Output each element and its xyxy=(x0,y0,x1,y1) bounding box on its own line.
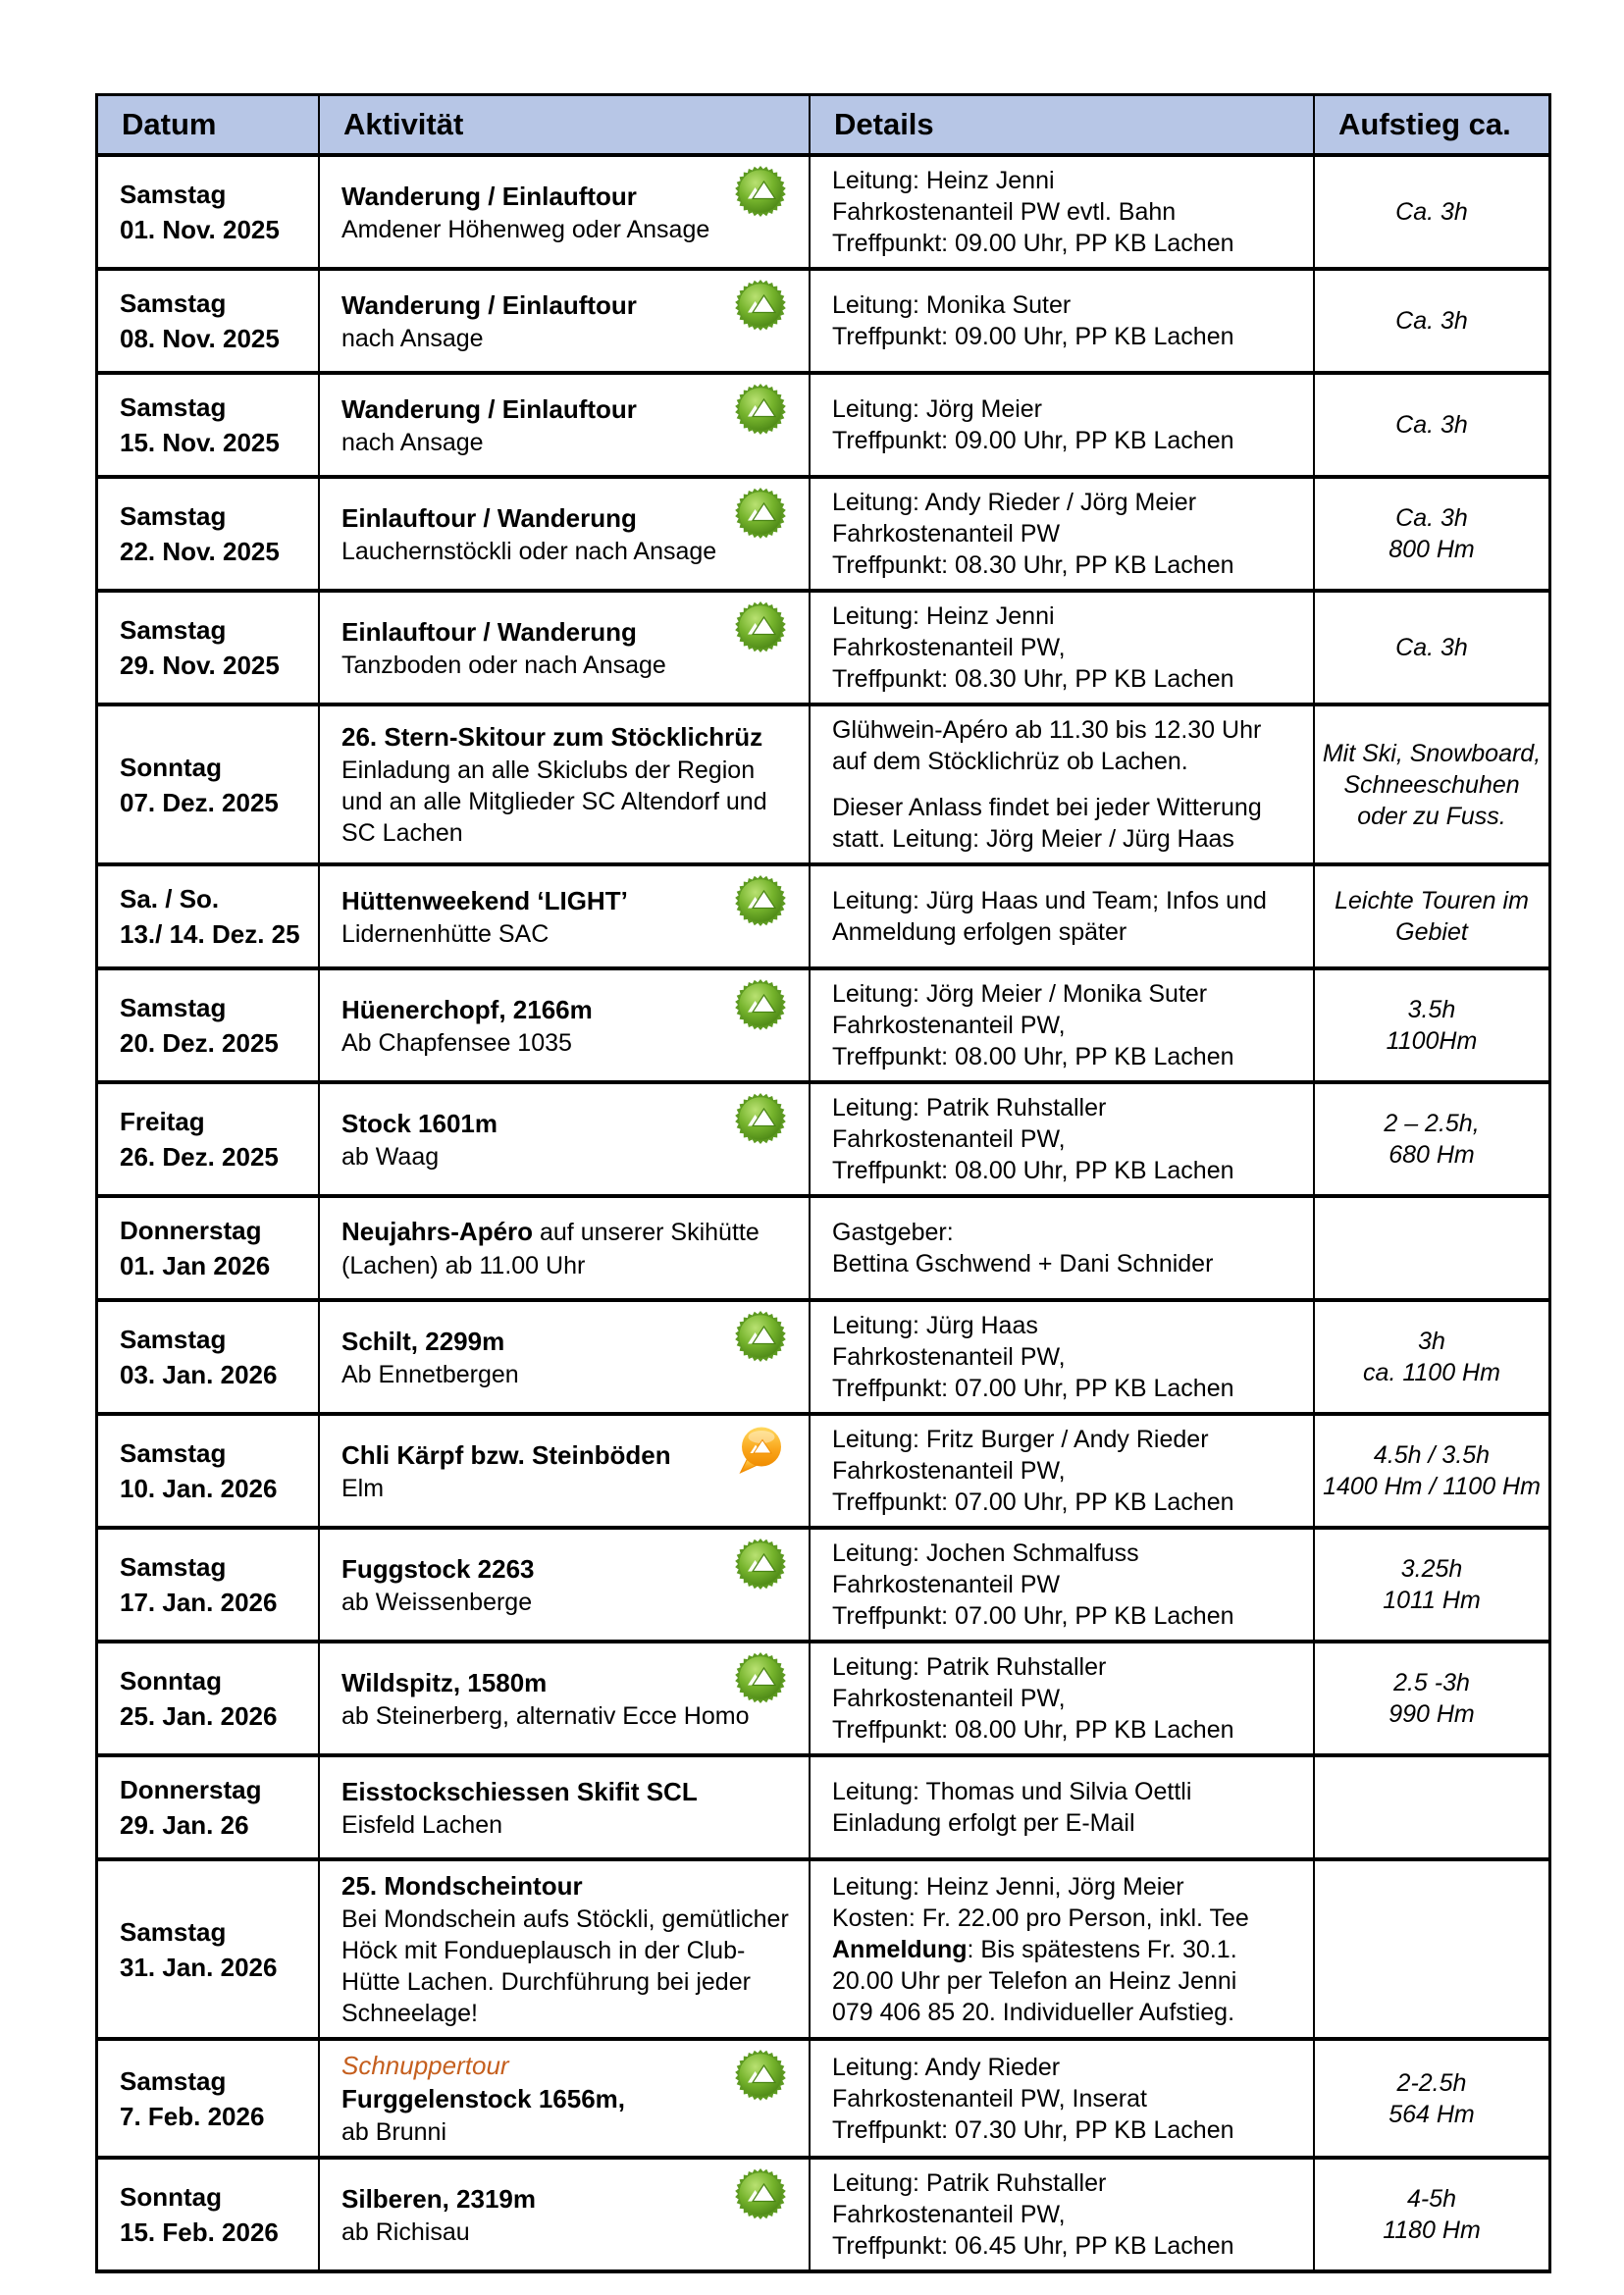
schedule-row xyxy=(98,1194,1548,1298)
schedule-row xyxy=(98,1412,1548,1526)
detail-line: Fahrkostenanteil PW xyxy=(832,1571,1061,1598)
ascent-cell xyxy=(1315,157,1548,267)
activity-text xyxy=(341,180,797,245)
ascent-line: 990 Hm xyxy=(1388,1700,1475,1728)
detail-line: Fahrkostenanteil PW xyxy=(832,520,1061,548)
details-cell xyxy=(811,2041,1315,2156)
schedule-row xyxy=(98,1080,1548,1194)
ascent-cell xyxy=(1315,1757,1548,1857)
activity-title xyxy=(341,615,797,650)
details-cell xyxy=(811,1861,1315,2037)
activity-title-text: Fuggstock 2263 xyxy=(341,1553,535,1584)
activity-title-rest: auf unserer Skihütte (Lachen) ab 11.00 Uhr xyxy=(341,1218,760,1279)
schedule-table xyxy=(95,93,1551,2273)
paragraph-gap xyxy=(832,777,1301,792)
ascent-cell xyxy=(1315,1416,1548,1526)
activity-cell xyxy=(320,1861,811,2037)
detail-line: Treffpunkt: 09.00 Uhr, PP KB Lachen xyxy=(832,427,1234,454)
details-cell xyxy=(811,1416,1315,1526)
date-text: 08. Nov. 2025 xyxy=(120,324,280,353)
date-text: 17. Jan. 2026 xyxy=(120,1588,278,1617)
details-cell xyxy=(811,1757,1315,1857)
details-cell xyxy=(811,1198,1315,1298)
detail-line: Leitung: Jörg Meier xyxy=(832,395,1043,423)
schedule-row xyxy=(98,589,1548,703)
activity-text xyxy=(341,615,797,681)
detail-line: Treffpunkt: 09.00 Uhr, PP KB Lachen xyxy=(832,323,1234,350)
details-cell xyxy=(811,375,1315,475)
activity-title xyxy=(341,501,797,536)
ascent-line: Mit Ski, Snowboard, xyxy=(1322,739,1542,767)
date-cell xyxy=(98,2041,320,2156)
activity-title-text: Furggelenstock 1656m, xyxy=(341,2084,625,2113)
mountain-badge-green-icon xyxy=(734,1651,787,1704)
schedule-row xyxy=(98,475,1548,589)
activity-title-text: Neujahrs-Apéro xyxy=(341,1216,534,1246)
activity-cell xyxy=(320,157,811,267)
detail-line: Glühwein-Apéro ab 11.30 bis 12.30 Uhr auf dem Stöcklichrüz ob Lachen. xyxy=(832,716,1262,775)
activity-title xyxy=(341,288,797,323)
ascent-line: ca. 1100 Hm xyxy=(1363,1359,1500,1386)
mountain-badge-green-icon xyxy=(734,978,787,1031)
date-cell xyxy=(98,1757,320,1857)
activity-subtitle: ab Weissenberge xyxy=(341,1588,533,1616)
date-text: 25. Jan. 2026 xyxy=(120,1701,278,1731)
ascent-line: Ca. 3h xyxy=(1395,411,1468,439)
activity-subtitle: Ab Chapfensee 1035 xyxy=(341,1028,572,1057)
detail-line: Leitung: Heinz Jenni xyxy=(832,167,1055,194)
date-cell xyxy=(98,1530,320,1640)
details-cell xyxy=(811,970,1315,1080)
activity-text xyxy=(341,1775,797,1841)
detail-line: Leitung: Patrik Ruhstaller xyxy=(832,2169,1107,2197)
activity-title-text: Hüttenweekend ‘LIGHT’ xyxy=(341,885,628,915)
activity-text xyxy=(341,501,797,567)
activity-title xyxy=(341,720,797,755)
activity-title-text: Stock 1601m xyxy=(341,1108,498,1138)
detail-line: Leitung: Thomas und Silvia Oettli xyxy=(832,1778,1192,1805)
ascent-line: 1011 Hm xyxy=(1383,1587,1481,1614)
details-cell xyxy=(811,479,1315,589)
detail-line: Treffpunkt: 07.30 Uhr, PP KB Lachen xyxy=(832,2115,1234,2144)
activity-text xyxy=(341,1666,797,1732)
details-cell xyxy=(811,1530,1315,1640)
detail-line: Leitung: Heinz Jenni, Jörg Meier xyxy=(832,1872,1184,1901)
date-cell xyxy=(98,593,320,703)
date-cell xyxy=(98,1643,320,1753)
ascent-line: 3.5h xyxy=(1407,996,1456,1023)
ascent-cell xyxy=(1315,1084,1548,1194)
ascent-line: 564 Hm xyxy=(1388,2100,1475,2128)
activity-title-text: Eisstockschiessen Skifit SCL xyxy=(341,1776,698,1806)
detail-line: Leitung: Andy Rieder xyxy=(832,2053,1061,2081)
ascent-cell xyxy=(1315,706,1548,862)
date-text: Samstag xyxy=(120,501,227,531)
ascent-line: Ca. 3h xyxy=(1395,307,1468,335)
activity-subtitle: ab Waag xyxy=(341,1142,440,1171)
activity-cell xyxy=(320,970,811,1080)
schedule-row xyxy=(98,1857,1548,2037)
mountain-badge-green-icon xyxy=(734,600,787,653)
table-header-row xyxy=(98,96,1548,153)
ascent-cell xyxy=(1315,1643,1548,1753)
activity-text xyxy=(341,720,797,849)
header-details: Details xyxy=(811,96,1315,153)
detail-line: Fahrkostenanteil PW evtl. Bahn xyxy=(832,198,1177,226)
date-text: 15. Nov. 2025 xyxy=(120,428,280,457)
schedule-row xyxy=(98,2037,1548,2156)
date-cell xyxy=(98,866,320,966)
activity-cell xyxy=(320,271,811,371)
detail-line: Treffpunkt: 08.00 Uhr, PP KB Lachen xyxy=(832,1716,1234,1744)
detail-line: Kosten: Fr. 22.00 pro Person, inkl. Tee xyxy=(832,1904,1249,1932)
activity-text xyxy=(341,1215,797,1282)
detail-line: Treffpunkt: 06.45 Uhr, PP KB Lachen xyxy=(832,2232,1234,2260)
header-aufstieg: Aufstieg ca. xyxy=(1338,107,1511,141)
activity-title-text: 26. Stern-Skitour zum Stöcklichrüz xyxy=(341,722,763,752)
date-cell xyxy=(98,706,320,862)
ascent-line: 800 Hm xyxy=(1388,536,1475,563)
ascent-cell xyxy=(1315,479,1548,589)
detail-line: Leitung: Jürg Haas und Team; Infos und Anmeldung erfolgen später xyxy=(832,887,1267,946)
detail-line: Leitung: Patrik Ruhstaller xyxy=(832,1094,1107,1121)
header-datum: Datum xyxy=(98,96,320,153)
activity-subtitle: nach Ansage xyxy=(341,324,484,352)
details-cell xyxy=(811,1084,1315,1194)
detail-line: Dieser Anlass findet bei jeder Witterung statt. Leitung: Jörg Meier / Jürg Haas xyxy=(832,794,1262,853)
date-text: 7. Feb. 2026 xyxy=(120,2101,265,2131)
mountain-badge-green-icon xyxy=(734,2049,787,2102)
mountain-badge-green-icon xyxy=(734,383,787,436)
ascent-line: Gebiet xyxy=(1395,918,1468,946)
activity-title-text: Chli Kärpf bzw. Steinböden xyxy=(341,1439,671,1470)
activity-title xyxy=(341,2182,797,2217)
date-text: Donnerstag xyxy=(120,1216,262,1245)
activity-title xyxy=(341,1552,797,1587)
detail-line: Gastgeber: xyxy=(832,1219,954,1246)
date-cell xyxy=(98,1302,320,1412)
activity-title xyxy=(341,1107,797,1141)
details-cell xyxy=(811,866,1315,966)
activity-text xyxy=(341,1552,797,1618)
activity-text xyxy=(341,1325,797,1390)
activity-subtitle: Amdener Höhenweg oder Ansage xyxy=(341,215,710,243)
activity-title xyxy=(341,392,797,427)
date-text: Samstag xyxy=(120,993,227,1022)
activity-text xyxy=(341,1107,797,1173)
ascent-line: 2 – 2.5h, xyxy=(1384,1110,1480,1137)
details-cell xyxy=(811,157,1315,267)
date-text: Donnerstag xyxy=(120,1775,262,1804)
ascent-cell xyxy=(1315,593,1548,703)
detail-line: Einladung erfolgt per E-Mail xyxy=(832,1809,1135,1837)
activity-cell xyxy=(320,706,811,862)
mountain-badge-green-icon xyxy=(734,874,787,927)
date-text: Samstag xyxy=(120,1916,227,1947)
activity-title xyxy=(341,1325,797,1359)
date-text: Sonntag xyxy=(120,1666,222,1695)
detail-line: Fahrkostenanteil PW, xyxy=(832,1685,1066,1712)
detail-line: Leitung: Andy Rieder / Jörg Meier xyxy=(832,489,1197,516)
detail-line: Leitung: Monika Suter xyxy=(832,291,1072,319)
activity-title-text: Wildspitz, 1580m xyxy=(341,1667,548,1697)
date-cell xyxy=(98,1416,320,1526)
detail-line: Fahrkostenanteil PW, xyxy=(832,634,1066,661)
ascent-line: Ca. 3h xyxy=(1395,504,1468,532)
activity-cell xyxy=(320,1643,811,1753)
date-cell xyxy=(98,1861,320,2037)
detail-line: Fahrkostenanteil PW, xyxy=(832,1457,1066,1485)
activity-title xyxy=(341,1438,797,1473)
ascent-line: 1100Hm xyxy=(1386,1027,1478,1055)
ascent-line: 1400 Hm / 1100 Hm xyxy=(1323,1473,1541,1500)
date-text: Freitag xyxy=(120,1107,205,1136)
mountain-badge-green-icon xyxy=(734,1538,787,1591)
ascent-line: Ca. 3h xyxy=(1395,198,1468,226)
details-cell xyxy=(811,271,1315,371)
activity-cell xyxy=(320,2041,811,2156)
activity-subtitle: Tanzboden oder nach Ansage xyxy=(341,651,666,679)
activity-cell xyxy=(320,479,811,589)
activity-title xyxy=(341,2082,797,2116)
schedule-row xyxy=(98,267,1548,371)
mountain-badge-green-icon xyxy=(734,1310,787,1363)
ascent-cell xyxy=(1315,2160,1548,2269)
ascent-line: oder zu Fuss. xyxy=(1357,802,1506,830)
activity-text xyxy=(341,884,797,950)
activity-cell xyxy=(320,1302,811,1412)
date-text: Samstag xyxy=(120,1325,227,1354)
mountain-badge-green-icon xyxy=(734,1092,787,1145)
ascent-line: Ca. 3h xyxy=(1395,634,1468,661)
ascent-cell xyxy=(1315,1198,1548,1298)
activity-subtitle: Eisfeld Lachen xyxy=(341,1810,503,1839)
activity-subtitle: ab Steinerberg, alternativ Ecce Homo xyxy=(341,1701,750,1730)
detail-line: Treffpunkt: 08.00 Uhr, PP KB Lachen xyxy=(832,1157,1234,1184)
detail-line: Fahrkostenanteil PW, xyxy=(832,2201,1066,2228)
activity-text xyxy=(341,993,797,1059)
detail-line: Leitung: Jürg Haas xyxy=(832,1312,1038,1339)
date-text: 03. Jan. 2026 xyxy=(120,1360,278,1389)
ascent-cell xyxy=(1315,1530,1548,1640)
activity-title xyxy=(341,1215,797,1282)
detail-line: Fahrkostenanteil PW, xyxy=(832,1343,1066,1371)
date-text: Samstag xyxy=(120,1438,227,1468)
date-text: 22. Nov. 2025 xyxy=(120,537,280,566)
detail-line: Leitung: Heinz Jenni xyxy=(832,602,1055,630)
detail-line: Treffpunkt: 07.00 Uhr, PP KB Lachen xyxy=(832,1375,1234,1402)
activity-text xyxy=(341,2049,797,2148)
date-cell xyxy=(98,157,320,267)
activity-title-text: Wanderung / Einlauftour xyxy=(341,393,637,424)
schedule-row xyxy=(98,371,1548,475)
activity-title xyxy=(341,884,797,918)
detail-line: 079 406 85 20. Individueller Aufstieg. xyxy=(832,1998,1235,2026)
date-cell xyxy=(98,970,320,1080)
activity-subtitle: Elm xyxy=(341,1474,385,1502)
activity-subtitle: Bei Mondschein aufs Stöckli, gemütlicher Höck mit Fondueplausch in der Club-Hütte Lachen. Durchführung bei jeder Schneelage! xyxy=(341,1905,789,2027)
ascent-line: Leichte Touren im xyxy=(1335,887,1529,914)
activity-text xyxy=(341,1869,797,2029)
ascent-line: Schneeschuhen xyxy=(1343,770,1520,799)
detail-line: Bettina Gschwend + Dani Schnider xyxy=(832,1250,1214,1278)
activity-title xyxy=(341,1869,797,1904)
details-cell xyxy=(811,593,1315,703)
date-cell xyxy=(98,2160,320,2269)
mountain-badge-green-icon xyxy=(734,279,787,332)
ascent-cell xyxy=(1315,866,1548,966)
ascent-line: 680 Hm xyxy=(1388,1141,1475,1169)
ascent-cell xyxy=(1315,2041,1548,2156)
activity-text xyxy=(341,288,797,354)
activity-cell xyxy=(320,866,811,966)
activity-title-text: Einlauftour / Wanderung xyxy=(341,616,637,647)
activity-cell xyxy=(320,1084,811,1194)
date-text: 20. Dez. 2025 xyxy=(120,1028,279,1058)
date-text: 26. Dez. 2025 xyxy=(120,1142,279,1172)
schedule-row xyxy=(98,703,1548,862)
date-cell xyxy=(98,1198,320,1298)
ascent-line: 2-2.5h xyxy=(1396,2068,1467,2097)
ascent-line: 2.5 -3h xyxy=(1393,1669,1470,1696)
date-text: Sonntag xyxy=(120,752,222,782)
activity-title xyxy=(341,1666,797,1700)
mountain-bubble-orange-icon xyxy=(734,1424,787,1477)
activity-cell xyxy=(320,1416,811,1526)
activity-title xyxy=(341,993,797,1027)
detail-line: Treffpunkt: 08.30 Uhr, PP KB Lachen xyxy=(832,665,1234,693)
date-cell xyxy=(98,479,320,589)
activity-subtitle: ab Richisau xyxy=(341,2217,470,2246)
ascent-cell xyxy=(1315,1302,1548,1412)
detail-line: Fahrkostenanteil PW, xyxy=(832,1012,1066,1039)
activity-cell xyxy=(320,2160,811,2269)
activity-cell xyxy=(320,593,811,703)
schedule-row xyxy=(98,1753,1548,1857)
date-text: Samstag xyxy=(120,180,227,209)
schedule-row xyxy=(98,153,1548,267)
activity-cell xyxy=(320,375,811,475)
date-cell xyxy=(98,1084,320,1194)
details-cell xyxy=(811,1643,1315,1753)
detail-line: Treffpunkt: 08.00 Uhr, PP KB Lachen xyxy=(832,1043,1234,1070)
activity-cell xyxy=(320,1198,811,1298)
detail-line: Treffpunkt: 07.00 Uhr, PP KB Lachen xyxy=(832,1488,1234,1516)
activity-title xyxy=(341,1775,797,1809)
activity-subtitle: Lidernenhütte SAC xyxy=(341,919,550,948)
date-text: Samstag xyxy=(120,2065,227,2096)
activity-pretitle: Schnuppertour xyxy=(341,2051,509,2080)
activity-title-text: Wanderung / Einlauftour xyxy=(341,289,637,320)
mountain-badge-green-icon xyxy=(734,165,787,218)
date-text: Sa. / So. xyxy=(120,884,220,913)
date-text: 01. Jan 2026 xyxy=(120,1251,271,1280)
activity-text xyxy=(341,392,797,458)
detail-line: Leitung: Fritz Burger / Andy Rieder xyxy=(832,1426,1209,1453)
date-text: 10. Jan. 2026 xyxy=(120,1474,278,1503)
activity-title-text: 25. Mondscheintour xyxy=(341,1871,583,1901)
ascent-cell xyxy=(1315,375,1548,475)
activity-subtitle: Lauchernstöckli oder nach Ansage xyxy=(341,537,717,565)
activity-subtitle: ab Brunni xyxy=(341,2118,447,2146)
details-cell xyxy=(811,706,1315,862)
activity-text xyxy=(341,2182,797,2248)
date-text: 07. Dez. 2025 xyxy=(120,787,279,817)
mountain-badge-green-icon xyxy=(734,487,787,540)
activity-subtitle: nach Ansage xyxy=(341,428,484,456)
details-cell xyxy=(811,2160,1315,2269)
mountain-badge-green-icon xyxy=(734,2167,787,2220)
schedule-row xyxy=(98,1298,1548,1412)
activity-title-text: Hüenerchopf, 2166m xyxy=(341,994,593,1024)
schedule-row xyxy=(98,1640,1548,1753)
date-text: Sonntag xyxy=(120,2182,222,2212)
ascent-cell xyxy=(1315,970,1548,1080)
activity-title xyxy=(341,180,797,214)
activity-cell xyxy=(320,1530,811,1640)
ascent-line: 3h xyxy=(1418,1328,1445,1355)
activity-title-text: Schilt, 2299m xyxy=(341,1326,505,1356)
ascent-line: 3.25h xyxy=(1400,1555,1463,1583)
date-text: 29. Nov. 2025 xyxy=(120,651,280,680)
ascent-cell xyxy=(1315,271,1548,371)
detail-line: Treffpunkt: 07.00 Uhr, PP KB Lachen xyxy=(832,1602,1234,1630)
detail-line: Anmeldung: Bis spätestens Fr. 30.1. xyxy=(832,1935,1237,1963)
detail-line: 20.00 Uhr per Telefon an Heinz Jenni xyxy=(832,1966,1237,1995)
detail-line: Leitung: Jochen Schmalfuss xyxy=(832,1539,1139,1567)
date-text: 15. Feb. 2026 xyxy=(120,2217,279,2247)
detail-line: Treffpunkt: 09.00 Uhr, PP KB Lachen xyxy=(832,230,1234,257)
ascent-line: 1180 Hm xyxy=(1383,2217,1481,2244)
ascent-cell xyxy=(1315,1861,1548,2037)
date-cell xyxy=(98,375,320,475)
activity-title-text: Einlauftour / Wanderung xyxy=(341,502,637,533)
activity-cell xyxy=(320,1757,811,1857)
schedule-row xyxy=(98,862,1548,966)
detail-line: Fahrkostenanteil PW, xyxy=(832,1125,1066,1153)
detail-line: Treffpunkt: 08.30 Uhr, PP KB Lachen xyxy=(832,551,1234,579)
date-text: Samstag xyxy=(120,615,227,645)
ascent-line: 4.5h / 3.5h xyxy=(1373,1441,1491,1469)
date-text: 31. Jan. 2026 xyxy=(120,1952,278,1982)
activity-text xyxy=(341,1438,797,1504)
activity-subtitle: Einladung an alle Skiclubs der Region und an alle Mitglieder SC Altendorf und SC Lachen xyxy=(341,756,767,847)
date-text: 01. Nov. 2025 xyxy=(120,215,280,244)
activity-title-text: Wanderung / Einlauftour xyxy=(341,181,637,211)
activity-title-text: Silberen, 2319m xyxy=(341,2183,536,2214)
schedule-row xyxy=(98,2156,1548,2269)
date-text: 29. Jan. 26 xyxy=(120,1810,249,1840)
date-text: 13./ 14. Dez. 25 xyxy=(120,919,300,949)
date-cell xyxy=(98,271,320,371)
activity-subtitle: Ab Ennetbergen xyxy=(341,1360,519,1388)
details-cell xyxy=(811,1302,1315,1412)
header-aktivitaet: Aktivität xyxy=(320,96,811,153)
date-text: Samstag xyxy=(120,288,227,318)
detail-line: Leitung: Jörg Meier / Monika Suter xyxy=(832,980,1208,1008)
date-text: Samstag xyxy=(120,1552,227,1582)
schedule-row xyxy=(98,1526,1548,1640)
schedule-row xyxy=(98,966,1548,1080)
date-text: Samstag xyxy=(120,392,227,422)
schedule-body xyxy=(98,153,1548,2269)
detail-line: Fahrkostenanteil PW, Inserat xyxy=(832,2084,1147,2112)
ascent-line: 4-5h xyxy=(1406,2185,1457,2213)
detail-line: Leitung: Patrik Ruhstaller xyxy=(832,1653,1107,1681)
